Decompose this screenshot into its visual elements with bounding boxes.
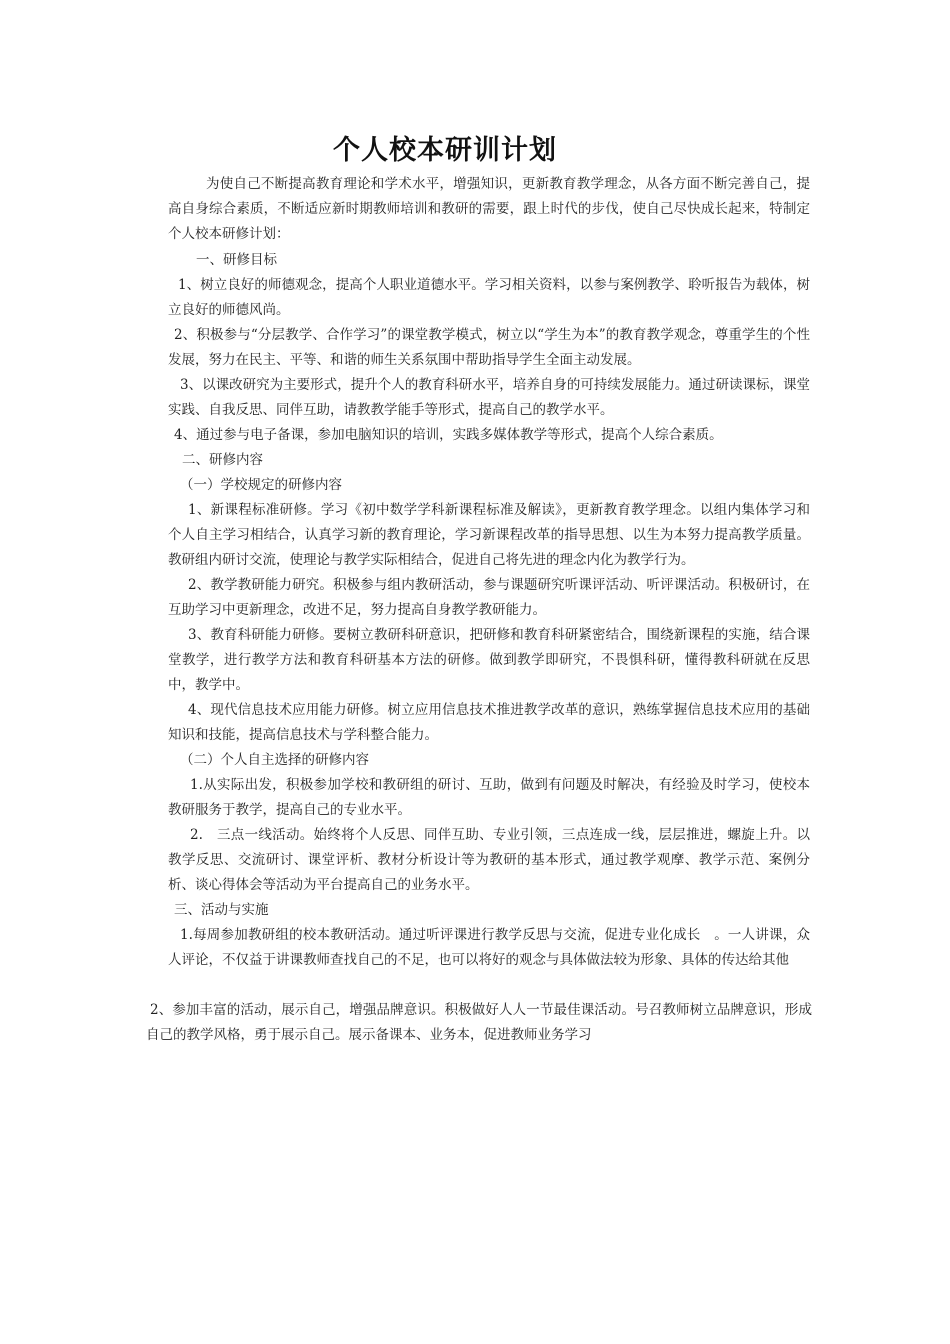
content-paragraph-2: 2、教学教研能力研究。积极参与组内教研活动，参与课题研究听课评活动、听评课活动。积极研讨，在互助学习中更新理念，改进不足，努力提高自身教学教研能力。 xyxy=(168,577,810,618)
activity-paragraph-1: 1.每周参加教研组的校本教研活动。通过听评课进行教学反思与交流，促进专业化成长 。一人讲课，众人评论，不仅益于讲课教师查找自己的不足，也可以将好的观念与具体做法较为形象、具体的传达给其他 xyxy=(168,927,810,968)
goal-paragraph-4: 4、通过参与电子备课，参加电脑知识的培训，实践多媒体教学等形式，提高个人综合素质。 xyxy=(174,427,723,443)
content-paragraph-1: 1、新课程标准研修。学习《初中数学学科新课程标准及解读》，更新教育教学理念。以组内集体学习和个人自主学习相结合，认真学习新的教育理论，学习新课程改革的指导思想、以生为本努力提高教学质量。教研组内研讨交流，使理论与教学实际相结合，促进自己将先进的理念内化为教学行为。 xyxy=(168,502,810,568)
section-heading-goals: 一、研修目标 xyxy=(196,252,277,268)
content-paragraph-4: 4、现代信息技术应用能力研修。树立应用信息技术推进教学改革的意识，熟练掌握信息技术应用的基础知识和技能，提高信息技术与学科整合能力。 xyxy=(168,702,810,743)
activity-paragraph-2: 2、参加丰富的活动，展示自己，增强品牌意识。积极做好人人一节最佳课活动。号召教师树立品牌意识，形成自己的教学风格，勇于展示自己。展示备课本、业务本，促进教师业务学习 xyxy=(146,1002,812,1043)
section-heading-activities: 三、活动与实施 xyxy=(174,902,269,918)
subsection-heading-school: （一）学校规定的研修内容 xyxy=(180,477,342,493)
goal-paragraph-3: 3、以课改研究为主要形式，提升个人的教育科研水平，培养自身的可持续发展能力。通过研读课标，课堂实践、自我反思、同伴互助，请教教学能手等形式，提高自己的教学水平。 xyxy=(168,377,810,418)
personal-paragraph-1: 1.从实际出发，积极参加学校和教研组的研讨、互助，做到有问题及时解决，有经验及时学习，使校本教研服务于教学，提高自己的专业水平。 xyxy=(168,777,810,818)
document-title: 个人校本研训计划 xyxy=(333,135,557,166)
intro-paragraph: 为使自己不断提高教育理论和学术水平，增强知识，更新教育教学理念，从各方面不断完善自己，提高自身综合素质，不断适应新时期教师培训和教研的需要，跟上时代的步伐，使自己尽快成长起来，特制定个人校本研修计划： xyxy=(168,176,810,242)
content-paragraph-3: 3、教育科研能力研修。要树立教研科研意识，把研修和教育科研紧密结合，围绕新课程的实施，结合课堂教学，进行教学方法和教育科研基本方法的研修。做到教学即研究，不畏惧科研，懂得教科研就在反思中，教学中。 xyxy=(168,627,810,693)
goal-paragraph-2: 2、积极参与“分层教学、合作学习”的课堂教学模式，树立以“学生为本”的教育教学观念，尊重学生的个性发展，努力在民主、平等、和谐的师生关系氛围中帮助指导学生全面主动发展。 xyxy=(168,327,810,368)
goal-paragraph-1: 1、树立良好的师德观念，提高个人职业道德水平。学习相关资料，以参与案例教学、聆听报告为载体，树立良好的师德风尚。 xyxy=(168,277,810,318)
subsection-heading-personal: （二）个人自主选择的研修内容 xyxy=(180,752,369,768)
section-heading-content: 二、研修内容 xyxy=(182,452,263,468)
personal-paragraph-2: 2. 三点一线活动。始终将个人反思、同伴互助、专业引领，三点连成一线，层层推进，螺旋上升。以教学反思、交流研讨、课堂评析、教材分析设计等为教研的基本形式，通过教学观摩、教学示范、案例分析、谈心得体会等活动为平台提高自己的业务水平。 xyxy=(168,827,810,893)
